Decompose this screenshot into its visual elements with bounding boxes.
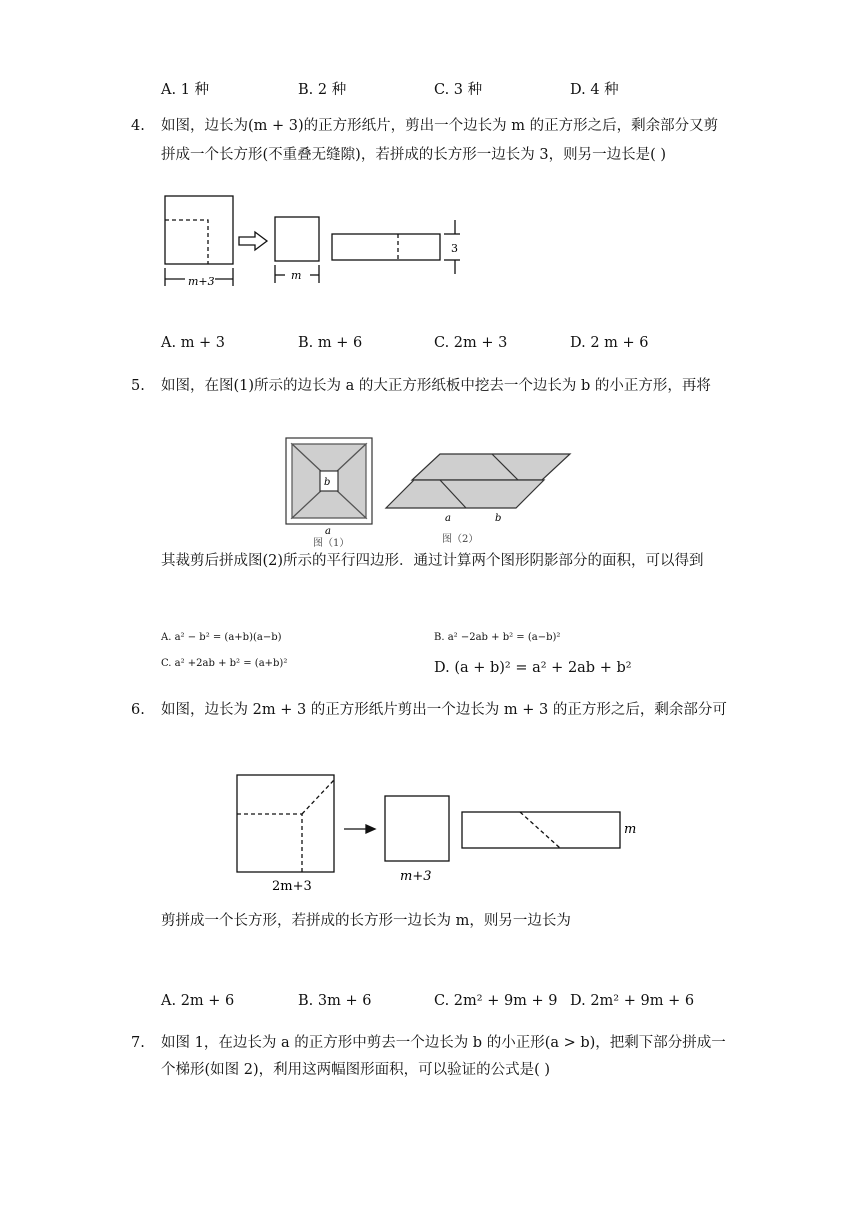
q6-number: 6. — [131, 702, 145, 718]
q7-number: 7. — [131, 1035, 145, 1051]
q4-small-square — [275, 217, 319, 261]
q6-option-c: C. 2m² + 9m + 9 — [434, 993, 558, 1009]
q5-label-b2: b — [495, 513, 502, 524]
q6-label-small: m+3 — [400, 869, 432, 884]
q7-line1: 如图 1，在边长为 a 的正方形中剪去一个边长为 b 的小正形(a > b)，把剩下部分拼成一 — [161, 1035, 726, 1051]
q4-line2: 拼成一个长方形(不重叠无缝隙)，若拼成的长方形一边长为 3，则另一边长是( ) — [161, 147, 667, 163]
q4-figure — [155, 190, 485, 290]
q6-line1: 如图，边长为 2m + 3 的正方形纸片剪出一个边长为 m + 3 的正方形之后，剩余部分可 — [161, 702, 727, 718]
q6-option-d: D. 2m² + 9m + 6 — [570, 993, 695, 1009]
q6-figure — [230, 768, 650, 896]
q5-line2: 其裁剪后拼成图(2)所示的平行四边形．通过计算两个图形阴影部分的面积，可以得到 — [161, 553, 704, 569]
q4-label-small: m — [291, 269, 302, 282]
q4-cut-line — [165, 220, 208, 264]
q6-rectangle — [462, 812, 620, 848]
q5-label-b-center: b — [324, 477, 331, 488]
q4-line1: 如图，边长为(m + 3)的正方形纸片，剪出一个边长为 m 的正方形之后，剩余部分又剪 — [161, 118, 719, 134]
q4-rectangle — [332, 234, 440, 260]
q3-option-a: A. 1 种 — [161, 82, 210, 98]
q5-line1: 如图，在图(1)所示的边长为 a 的大正方形纸板中挖去一个边长为 b 的小正方形，再将 — [161, 378, 711, 394]
q4-arrow-icon — [239, 232, 267, 250]
q7-line2: 个梯形(如图 2)，利用这两幅图形面积，可以验证的公式是( ) — [161, 1062, 551, 1078]
q6-label-side: m — [624, 822, 637, 837]
q5-option-d: D. (a + b)² = a² + 2ab + b² — [434, 660, 632, 676]
q5-figure — [280, 432, 580, 548]
q6-option-a: A. 2m + 6 — [161, 993, 235, 1009]
q3-option-b: B. 2 种 — [298, 82, 347, 98]
q6-big-square — [237, 775, 334, 872]
q4-option-d: D. 2 m + 6 — [570, 335, 649, 351]
q6-medium-square — [385, 796, 449, 861]
q5-label-a1: a — [325, 526, 331, 537]
q5-option-b: B. a² −2ab + b² = (a−b)² — [434, 632, 561, 643]
q5-caption2: 图（2） — [442, 534, 479, 545]
q4-big-square — [165, 196, 233, 264]
q4-label-side: 3 — [451, 242, 458, 255]
q4-option-b: B. m + 6 — [298, 335, 363, 351]
q3-option-c: C. 3 种 — [434, 82, 483, 98]
q6-label-big: 2m+3 — [272, 879, 312, 894]
q4-label-big: m+3 — [188, 275, 215, 288]
q5-caption1: 图（1） — [313, 538, 350, 548]
q4-option-a: A. m + 3 — [161, 335, 226, 351]
q4-number: 4. — [131, 118, 145, 134]
q5-option-c: C. a² +2ab + b² = (a+b)² — [161, 658, 288, 669]
q4-option-c: C. 2m + 3 — [434, 335, 508, 351]
q6-option-b: B. 3m + 6 — [298, 993, 372, 1009]
q6-line2: 剪拼成一个长方形，若拼成的长方形一边长为 m，则另一边长为 — [161, 913, 571, 929]
q5-label-a2: a — [445, 513, 451, 524]
q3-option-d: D. 4 种 — [570, 82, 619, 98]
q5-number: 5. — [131, 378, 145, 394]
q5-option-a: A. a² − b² = (a+b)(a−b) — [161, 632, 282, 643]
